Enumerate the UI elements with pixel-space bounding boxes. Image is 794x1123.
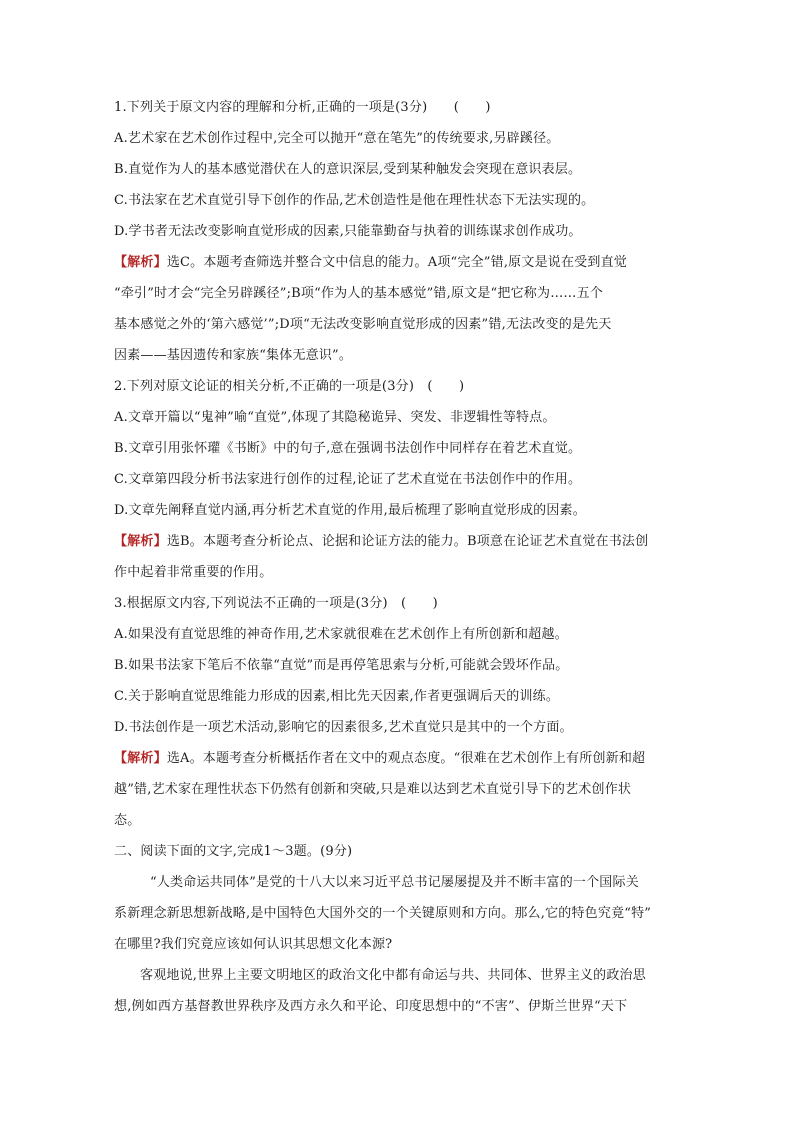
paragraph-line: 系新理念新思想新战略,是中国特色大国外交的一个关键原则和方向。那么,它的特色究竟“特” <box>114 906 652 921</box>
question-2-option-a: A.文章开篇以“鬼神”喻“直觉”,体现了其隐秘诡异、突发、非逻辑性等特点。 <box>114 410 556 425</box>
document-content <box>114 100 652 1030</box>
analysis-label: 【解析】 <box>114 255 167 270</box>
paragraph-line: “人类命运共同体”是党的十八大以来习近平总书记屡屡提及并不断丰富的一个国际关 <box>150 875 639 890</box>
analysis-text: 越”错,艺术家在理性状态下仍然有创新和突破,只是难以达到艺术直觉引导下的艺术创作状 <box>114 782 632 797</box>
question-1-option-a: A.艺术家在艺术创作过程中,完全可以抛开“意在笔先”的传统要求,另辟蹊径。 <box>114 131 560 146</box>
question-3-option-a: A.如果没有直觉思维的神奇作用,艺术家就很难在艺术创作上有所创新和超越。 <box>114 627 568 642</box>
analysis-text: 选C。本题考查筛选并整合文中信息的能力。A项“完全”错,原文是说在受到直觉 <box>166 255 627 270</box>
analysis-text: “牵引”时才会“完全另辟蹊径”;B项“作为人的基本感觉”错,原文是“把它称为……五个 <box>114 286 603 301</box>
question-1-option-c: C.书法家在艺术直觉引导下创作的作品,艺术创造性是他在理性状态下无法实现的。 <box>114 193 595 208</box>
analysis-text: 作中起着非常重要的作用。 <box>114 565 273 580</box>
question-2-analysis <box>114 534 649 581</box>
question-3-option-c: C.关于影响直觉思维能力形成的因素,相比先天因素,作者更强调后天的训练。 <box>114 689 560 704</box>
analysis-text: 选A。本题考查分析概括作者在文中的观点态度。“很难在艺术创作上有所创新和超 <box>166 751 646 766</box>
question-3-option-d: D.书法创作是一项艺术活动,影响它的因素很多,艺术直觉只是其中的一个方面。 <box>114 720 573 735</box>
paragraph-line: 想,例如西方基督教世界秩序及西方永久和平论、印度思想中的“不害”、伊斯兰世界“天下 <box>114 999 628 1014</box>
analysis-text: 因素——基因遗传和家族“集体无意识”。 <box>114 348 353 363</box>
question-1-title: 1.下列关于原文内容的理解和分析,正确的一项是(3分) ( ) <box>114 100 491 115</box>
paragraph-line: 客观地说,世界上主要文明地区的政治文化中都有命运与共、共同体、世界主义的政治思 <box>140 968 646 983</box>
question-2-option-d: D.文章先阐释直觉内涵,再分析艺术直觉的作用,最后梳理了影响直觉形成的因素。 <box>114 503 586 518</box>
question-2-option-b: B.文章引用张怀瓘《书断》中的句子,意在强调书法创作中同样存在着艺术直觉。 <box>114 441 582 456</box>
analysis-label: 【解析】 <box>114 751 167 766</box>
question-1-option-d: D.学书者无法改变影响直觉形成的因素,只能靠勤奋与执着的训练谋求创作成功。 <box>114 224 582 239</box>
question-2-title: 2.下列对原文论证的相关分析,不正确的一项是(3分) ( ) <box>114 379 465 394</box>
question-3-analysis <box>114 751 646 829</box>
question-3-option-b: B.如果书法家下笔后不依靠“直觉”而是再停笔思索与分析,可能就会毁坏作品。 <box>114 658 569 673</box>
paragraph-line: 在哪里?我们究竟应该如何认识其思想文化本源? <box>114 937 393 952</box>
section-2-paragraph-1 <box>114 875 652 953</box>
analysis-text: 态。 <box>114 813 141 828</box>
section-2-heading: 二、阅读下面的文字,完成1～3题。(9分) <box>114 844 353 859</box>
analysis-text: 选B。本题考查分析论点、论据和论证方法的能力。B项意在论证艺术直觉在书法创 <box>166 534 649 549</box>
analysis-text: 基本感觉之外的‘第六感觉’”;D项“无法改变影响直觉形成的因素”错,无法改变的是先天 <box>114 317 612 332</box>
question-1-option-b: B.直觉作为人的基本感觉潜伏在人的意识深层,受到某种触发会突现在意识表层。 <box>114 162 582 177</box>
analysis-label: 【解析】 <box>114 534 167 549</box>
section-2-paragraph-2 <box>114 968 646 1015</box>
question-1-analysis <box>114 255 640 364</box>
question-3-title: 3.根据原文内容,下列说法不正确的一项是(3分) ( ) <box>114 596 438 611</box>
question-2-option-c: C.文章第四段分析书法家进行创作的过程,论证了艺术直觉在书法创作中的作用。 <box>114 472 582 487</box>
